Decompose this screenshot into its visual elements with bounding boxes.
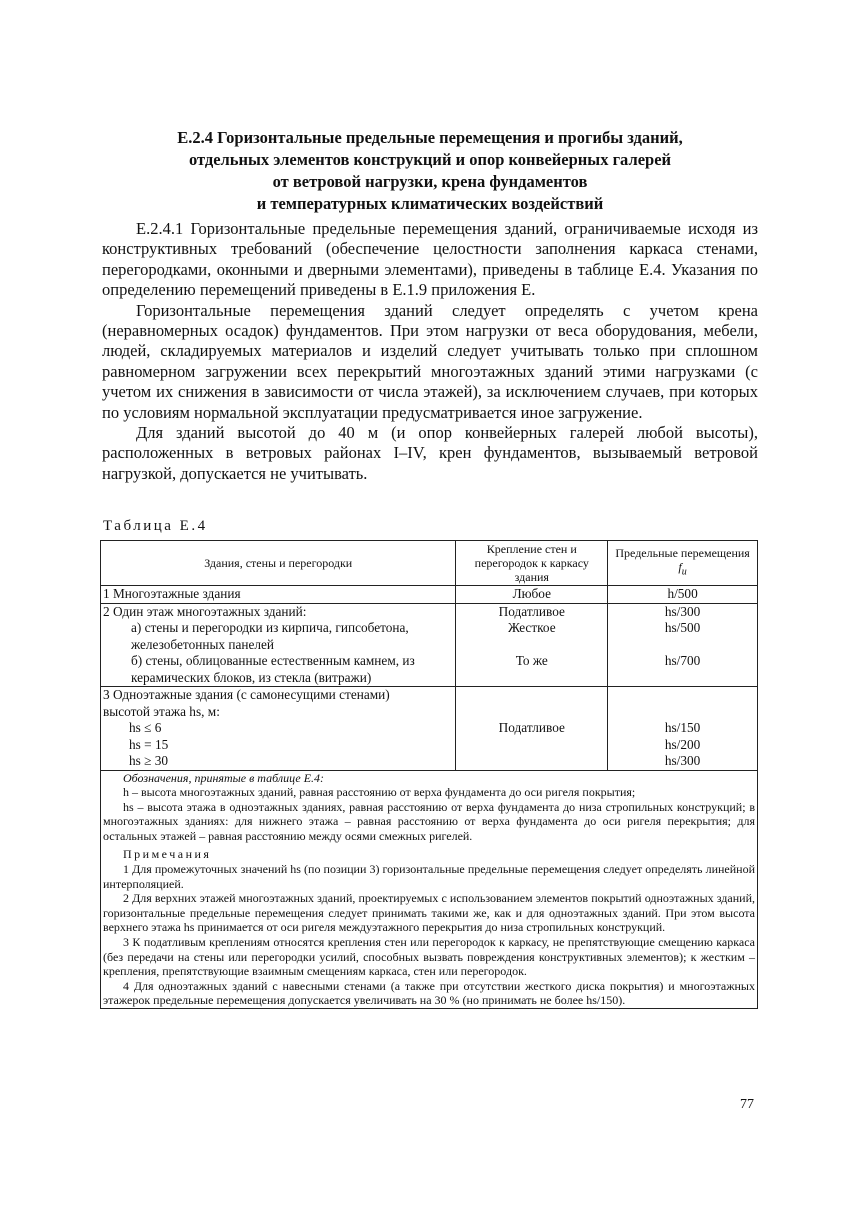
row-sub-a: а) стены и перегородки из кирпича, гипсобетона, железобетонных панелей xyxy=(131,620,409,652)
row-cond: hs ≤ 6 xyxy=(129,720,162,735)
table-row xyxy=(101,603,758,687)
table-notes xyxy=(101,770,758,1009)
row-sub-b: б) стены, облицованные естественным камнем, из керамических блоков, из стекла (витражи) xyxy=(131,653,415,685)
header-limits: Предельные перемещения $f_u$ xyxy=(608,541,758,586)
header-mounting: Крепление стен и перегородок к каркасу здания xyxy=(456,541,608,586)
body-text xyxy=(102,219,758,484)
row-cond: hs ≥ 30 xyxy=(129,753,169,768)
heading-line: отдельных элементов конструкций и опор конвейерных галерей xyxy=(188,150,672,169)
row-mount: Податливое xyxy=(456,687,608,771)
table-notes-row xyxy=(101,770,758,1009)
header-buildings: Здания, стены и перегородки xyxy=(101,541,456,586)
row-limit: hs/300 hs/500 hs/700 xyxy=(608,603,758,687)
paragraph: Е.2.4.1 Горизонтальные предельные перемещения зданий, ограничиваемые исходя из конструктивных требований (обеспечение целостности заполнения каркаса стенами, перегородками, оконными и дверными элементами), приведены в таблице Е.4. Указания по определению перемещений приведены в Е.1.9 приложения Е. xyxy=(102,219,758,300)
heading-line: и температурных климатических воздействий xyxy=(256,194,604,213)
note-item: 3 К податливым креплениям относятся крепления стен или перегородок к каркасу, не препятствующие смещению каркаса (без передачи на стены или перегородки усилий, способных вызвать повреждения конструктивных элементов); к жестким – крепления, препятствующие взаимным смещениям каркаса, стен или перегородок. xyxy=(103,935,755,979)
paragraph: Для зданий высотой до 40 м (и опор конвейерных галерей любой высоты), расположенных в ветровых районах I–IV, крен фундаментов, вызываемый ветровой нагрузкой, допускается не учитывать. xyxy=(102,423,758,483)
row-mount: Любое xyxy=(456,586,608,604)
notes-title: Примечания xyxy=(123,847,212,862)
notation-hs: hs – высота этажа в одноэтажных зданиях, равная расстоянию от верха фундамента до низа стропильных конструкций; в многоэтажных зданиях: для нижнего этажа – равная расстоянию от верха фундамента до оси ригеля перекрытия; для остальных этажей – равная расстоянию между осями смежных ригелей. xyxy=(103,799,755,843)
row-name: 2 Один этаж многоэтажных зданий: а) стены и перегородки из кирпича, гипсобетона, железобетонных панелей б) стены, облицованные естественным камнем, из керамических блоков, из стекла (витражи) xyxy=(101,603,456,687)
table-header-row xyxy=(101,541,758,586)
row-limit: hs/150 hs/200 hs/300 xyxy=(608,687,758,771)
note-item: 2 Для верхних этажей многоэтажных зданий, проектируемых с использованием элементов покрытий одноэтажных зданий, горизонтальные предельные перемещения следует принимать такими же, как и для одноэтажных зданий. При этом высота верхнего этажа hs принимается от оси ригеля междуэтажного перекрытия до низа стропильных конструкций. xyxy=(103,891,755,935)
section-heading xyxy=(102,127,758,215)
table-caption: Таблица Е.4 xyxy=(103,518,208,534)
row-name: 3 Одноэтажные здания (с самонесущими стенами) высотой этажа hs, м: hs ≤ 6 hs = 15 hs ≥ 30 xyxy=(101,687,456,771)
paragraph: Горизонтальные перемещения зданий следует определять с учетом крена (неравномерных осадок) фундаментов. При этом нагрузки от веса оборудования, мебели, людей, складируемых материалов и изделий следует учитывать только при сплошном равномерном загружении всех перекрытий многоэтажных зданий этими нагрузками (с учетом их снижения в зависимости от числа этажей), за исключением случаев, при которых по условиям нормальной эксплуатации предусматривается иное загружение. xyxy=(102,300,758,422)
notation-h: h – высота многоэтажных зданий, равная расстоянию от верха фундамента до оси ригеля покрытия; xyxy=(123,785,636,800)
heading-line: Е.2.4 Горизонтальные предельные перемещения и прогибы зданий, xyxy=(177,128,683,147)
heading-line: от ветровой нагрузки, крена фундаментов xyxy=(272,172,588,191)
note-item: 1 Для промежуточных значений hs (по позиции 3) горизонтальные предельные перемещения следует определять линейной интерполяцией. xyxy=(103,862,755,891)
table-row xyxy=(101,586,758,604)
table-row xyxy=(101,687,758,771)
row-mount: Податливое Жесткое То же xyxy=(456,603,608,687)
notation-title: Обозначения, принятые в таблице Е.4: xyxy=(123,770,325,785)
limits-table xyxy=(100,540,758,1009)
row-limit: h/500 xyxy=(608,586,758,604)
note-item: 4 Для одноэтажных зданий с навесными стенами (а также при отсутствии жесткого диска покрытия) и многоэтажных этажерок предельные перемещения допускается увеличивать на 30 % (но принимать не более hs/150). xyxy=(103,978,755,1008)
page-number: 77 xyxy=(740,1097,754,1112)
row-name: 1 Многоэтажные здания xyxy=(101,586,456,604)
row-cond: hs = 15 xyxy=(129,736,169,752)
